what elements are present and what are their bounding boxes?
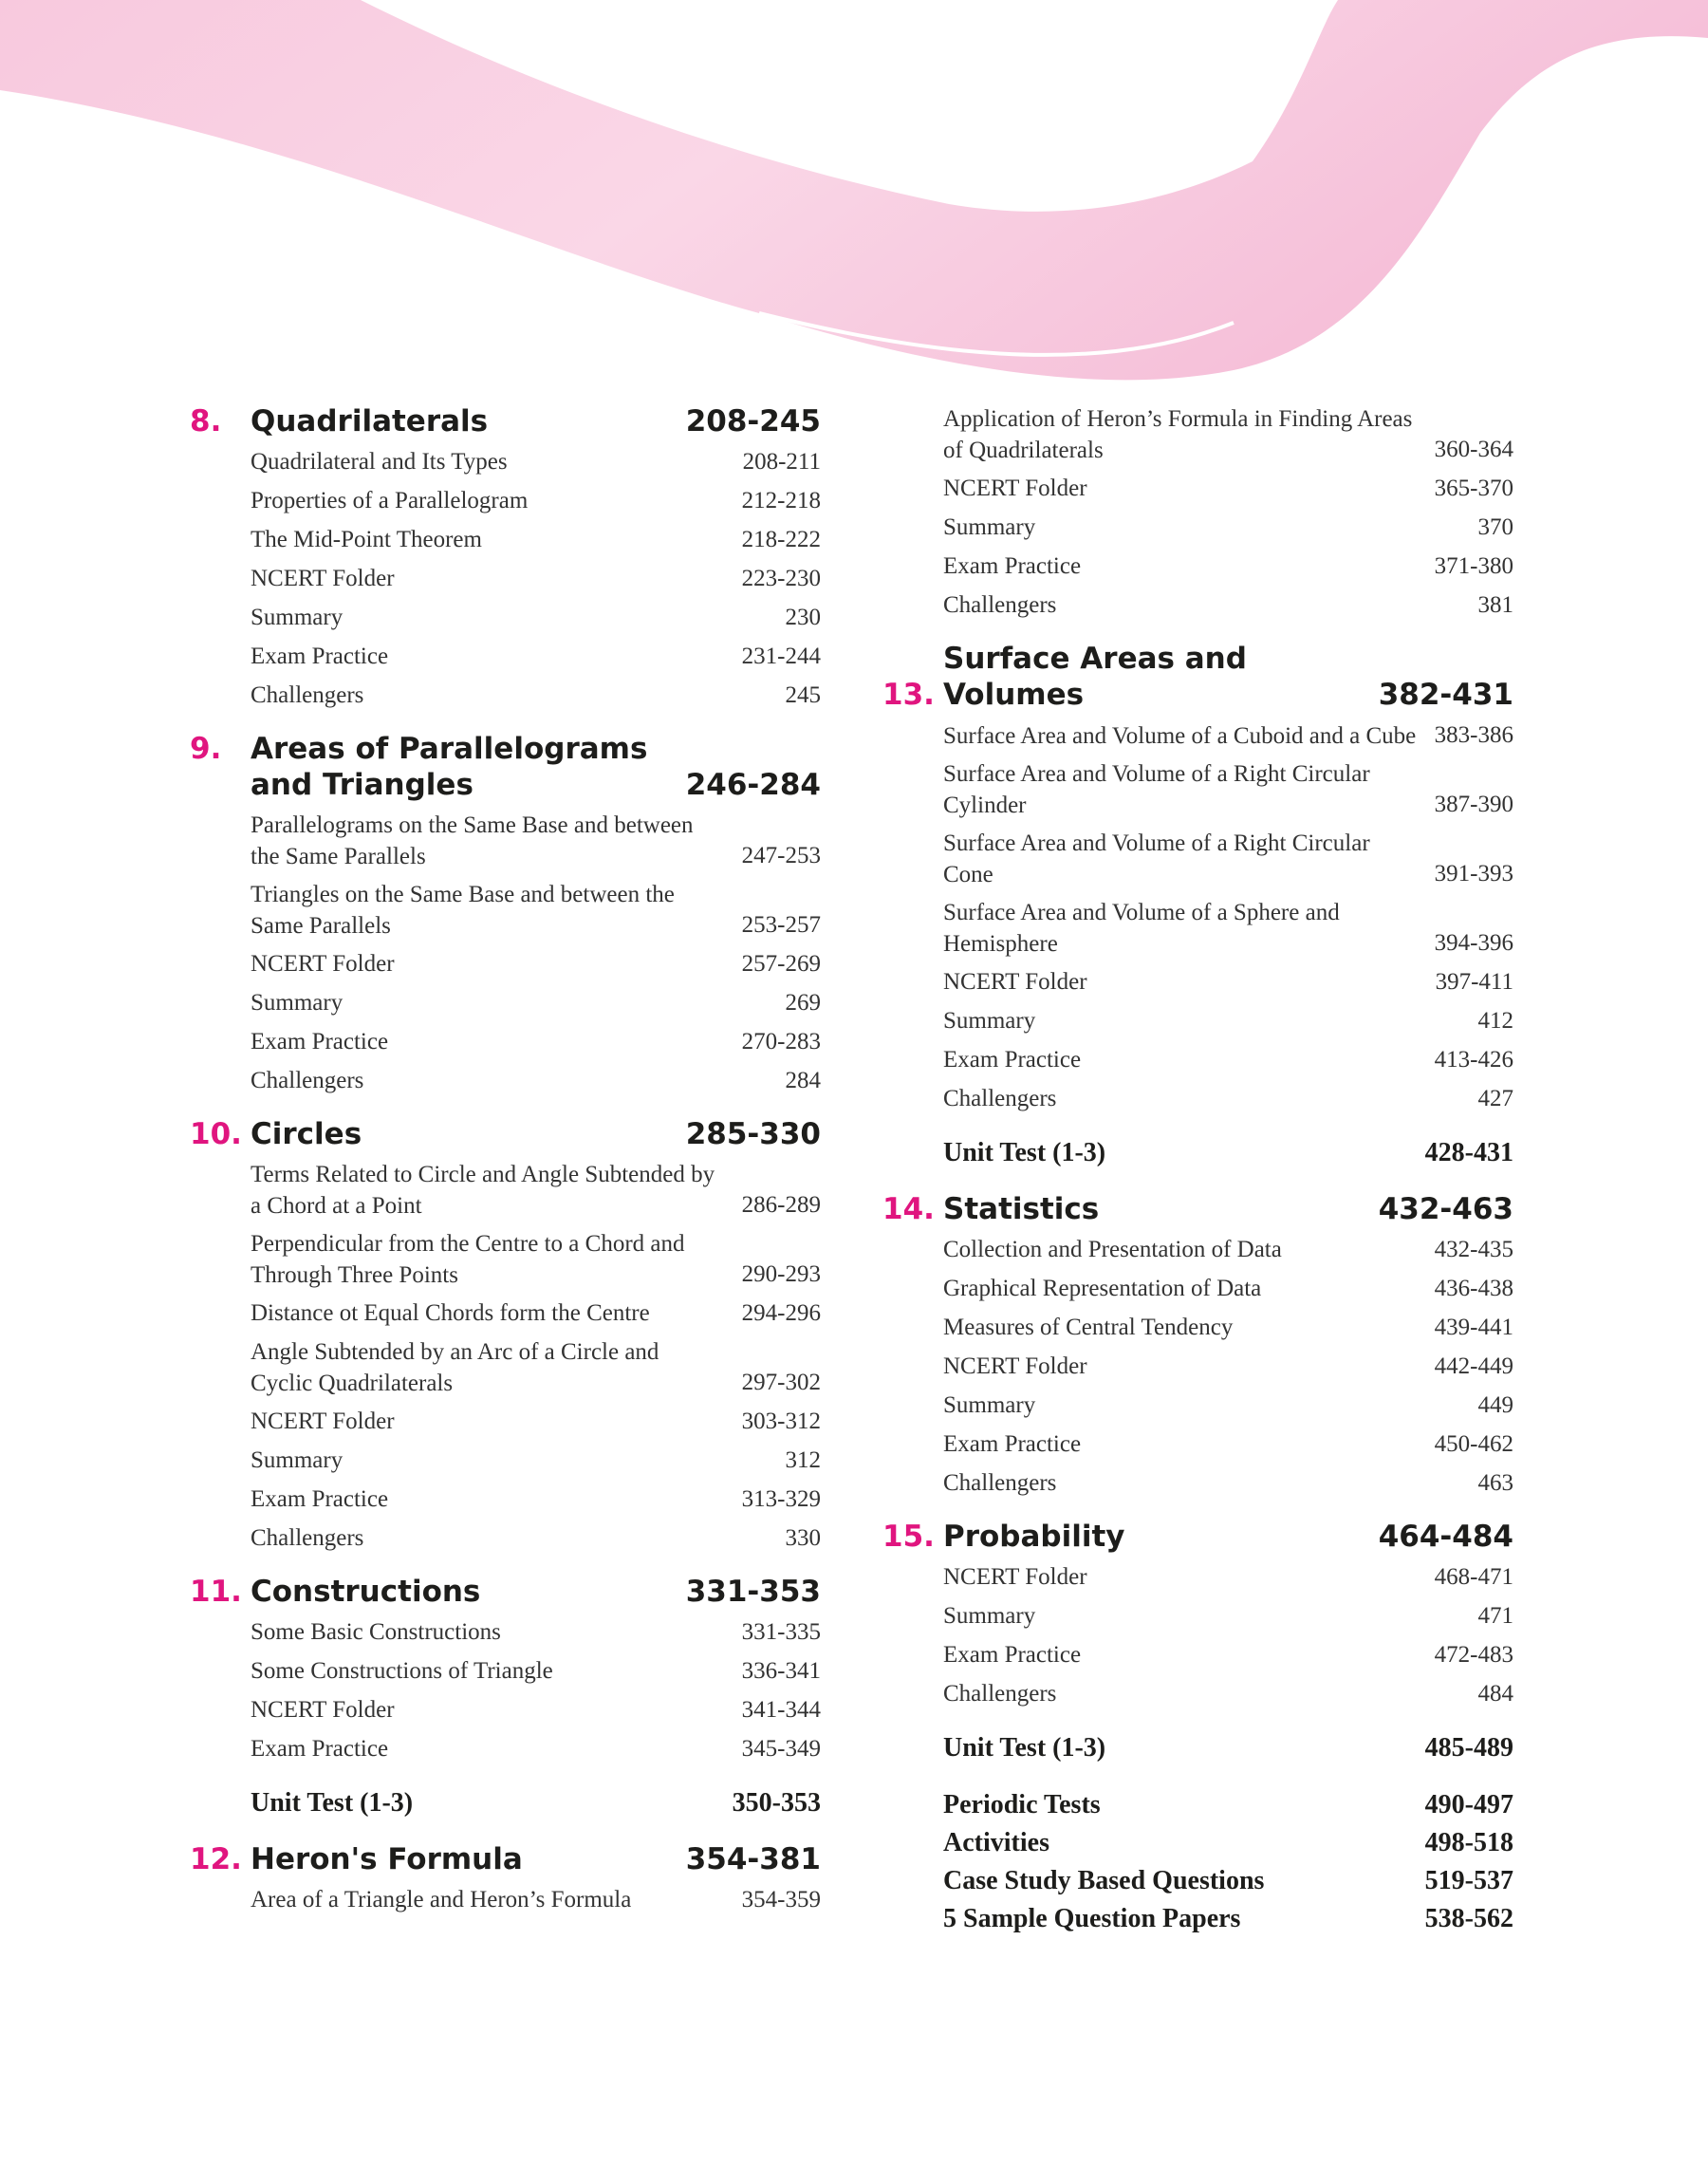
toc-item-pages: 381 xyxy=(1477,592,1513,618)
unit-test-label: Unit Test (1-3) xyxy=(251,1788,414,1818)
toc-item-label: Challengers xyxy=(943,1470,1057,1496)
extra-pages: 498-518 xyxy=(1424,1828,1513,1857)
toc-item[interactable] xyxy=(251,1655,821,1688)
toc-item-label: Challengers xyxy=(251,1525,364,1551)
toc-item-label: Summary xyxy=(251,605,343,630)
unit-test-row[interactable] xyxy=(943,1729,1513,1767)
toc-item-pages: 439-441 xyxy=(1434,1315,1513,1340)
toc-item-pages: 468-471 xyxy=(1434,1564,1513,1590)
toc-item-pages: 253-257 xyxy=(741,912,821,938)
toc-item-pages: 391-393 xyxy=(1434,861,1513,886)
toc-item[interactable] xyxy=(943,550,1513,583)
toc-item[interactable] xyxy=(251,602,821,634)
chapter-pages: 208-245 xyxy=(685,404,821,438)
chapter-10 xyxy=(190,1116,821,1555)
toc-item-pages: 383-386 xyxy=(1434,722,1513,748)
toc-item-label: Measures of Central Tendency xyxy=(943,1315,1234,1340)
toc-item[interactable] xyxy=(943,1428,1513,1461)
chapter-heading[interactable] xyxy=(882,1519,1513,1555)
chapter-title-line2: and Triangles xyxy=(251,768,473,802)
toc-item-label: The Mid-Point Theorem xyxy=(251,527,482,552)
toc-item[interactable] xyxy=(251,1297,821,1330)
extra-pages: 519-537 xyxy=(1424,1866,1513,1895)
toc-item-label: Graphical Representation of Data xyxy=(943,1276,1262,1301)
chapter-12-continued xyxy=(882,403,1513,622)
chapter-title: Circles xyxy=(251,1117,362,1151)
toc-item[interactable] xyxy=(251,810,821,872)
header-wave-decoration xyxy=(0,0,1708,399)
chapter-number: 14. xyxy=(882,1192,935,1226)
toc-item-pages: 450-462 xyxy=(1434,1431,1513,1457)
toc-item-label: Parallelograms on the Same Base and between the Same Parallels xyxy=(251,812,694,869)
toc-item[interactable] xyxy=(943,512,1513,544)
toc-item-pages: 303-312 xyxy=(741,1409,821,1434)
toc-item-label: Exam Practice xyxy=(943,1047,1082,1073)
toc-item[interactable] xyxy=(251,1522,821,1555)
toc-item[interactable] xyxy=(251,1026,821,1058)
chapter-title: Constructions xyxy=(251,1575,481,1609)
toc-item-label: Quadrilateral and Its Types xyxy=(251,449,508,475)
toc-item[interactable] xyxy=(943,758,1513,821)
toc-item[interactable] xyxy=(943,719,1513,752)
toc-item[interactable] xyxy=(943,828,1513,890)
toc-item-label: Collection and Presentation of Data xyxy=(943,1237,1282,1262)
chapter-pages: 464-484 xyxy=(1378,1520,1513,1554)
toc-item-pages: 341-344 xyxy=(741,1697,821,1723)
toc-item-label: Exam Practice xyxy=(251,1029,389,1054)
toc-item-pages: 472-483 xyxy=(1434,1642,1513,1668)
toc-item-pages: 245 xyxy=(785,682,821,708)
toc-item-label: Application of Heron’s Formula in Finding Areas of Quadrilaterals xyxy=(943,406,1413,463)
toc-right-column xyxy=(882,403,1513,1938)
toc-item-pages: 247-253 xyxy=(741,843,821,868)
toc-item-pages: 223-230 xyxy=(741,566,821,591)
toc-item[interactable] xyxy=(251,680,821,712)
chapter-title-line1: Areas of Parallelograms xyxy=(251,732,648,766)
toc-item-label: Angle Subtended by an Arc of a Circle and Cyclic Quadrilaterals xyxy=(251,1339,659,1396)
toc-item-label: Surface Area and Volume of a Right Circular Cylinder xyxy=(943,761,1370,818)
toc-item-label: Challengers xyxy=(943,1681,1057,1707)
chapter-heading[interactable] xyxy=(190,1841,821,1877)
toc-item-label: Challengers xyxy=(943,592,1057,618)
toc-item-pages: 484 xyxy=(1477,1681,1513,1707)
toc-item-pages: 294-296 xyxy=(741,1300,821,1326)
toc-item-pages: 231-244 xyxy=(741,644,821,669)
chapter-pages: 285-330 xyxy=(685,1117,821,1151)
toc-item[interactable] xyxy=(251,948,821,980)
toc-item[interactable] xyxy=(943,1044,1513,1076)
toc-item-label: Distance ot Equal Chords form the Centre xyxy=(251,1300,650,1326)
toc-item[interactable] xyxy=(943,966,1513,998)
toc-item-label: Challengers xyxy=(251,682,364,708)
chapter-title: Probability xyxy=(943,1520,1125,1554)
toc-item[interactable] xyxy=(251,1065,821,1097)
toc-item-label: Challengers xyxy=(251,1068,364,1093)
toc-item[interactable] xyxy=(943,1600,1513,1633)
chapter-title: Quadrilaterals xyxy=(251,404,489,438)
toc-item-pages: 412 xyxy=(1477,1008,1513,1034)
periodic-tests-row[interactable] xyxy=(943,1786,1513,1824)
toc-item-pages: 463 xyxy=(1477,1470,1513,1496)
toc-item[interactable] xyxy=(943,403,1513,466)
toc-item[interactable] xyxy=(943,589,1513,622)
chapter-pages: 382-431 xyxy=(1378,678,1513,712)
toc-item[interactable] xyxy=(943,1083,1513,1115)
toc-item-label: Summary xyxy=(251,1447,343,1473)
toc-item[interactable] xyxy=(943,473,1513,505)
toc-item-pages: 397-411 xyxy=(1435,969,1513,995)
case-study-row[interactable] xyxy=(943,1862,1513,1900)
toc-item[interactable] xyxy=(251,1159,821,1222)
chapter-number: 10. xyxy=(190,1117,242,1151)
extra-pages: 538-562 xyxy=(1424,1904,1513,1933)
extra-label: Activities xyxy=(943,1828,1049,1857)
toc-item-label: Exam Practice xyxy=(943,1431,1082,1457)
toc-item-label: Summary xyxy=(943,1603,1036,1629)
toc-item[interactable] xyxy=(943,1273,1513,1305)
toc-item-label: Surface Area and Volume of a Sphere and Hemisphere xyxy=(943,900,1340,957)
toc-item-pages: 394-396 xyxy=(1434,930,1513,956)
toc-item-pages: 331-335 xyxy=(741,1619,821,1645)
toc-item-label: Summary xyxy=(943,1392,1036,1418)
toc-item[interactable] xyxy=(251,879,821,942)
toc-item[interactable] xyxy=(943,897,1513,960)
toc-item-pages: 354-359 xyxy=(741,1887,821,1912)
toc-item[interactable] xyxy=(251,563,821,595)
chapter-number: 13. xyxy=(882,678,935,712)
toc-item-pages: 290-293 xyxy=(741,1261,821,1287)
toc-item[interactable] xyxy=(251,1336,821,1399)
toc-item-label: Terms Related to Circle and Angle Subtended by a Chord at a Point xyxy=(251,1162,715,1219)
toc-item[interactable] xyxy=(943,1678,1513,1710)
chapter-number: 15. xyxy=(882,1520,935,1554)
toc-item-pages: 365-370 xyxy=(1434,476,1513,501)
chapter-heading[interactable] xyxy=(190,403,821,439)
toc-item-label: Exam Practice xyxy=(943,553,1082,579)
unit-test-label: Unit Test (1-3) xyxy=(943,1733,1106,1763)
unit-test-row[interactable] xyxy=(943,1134,1513,1172)
unit-test-row[interactable] xyxy=(251,1784,821,1822)
chapter-13 xyxy=(882,641,1513,1115)
toc-item[interactable] xyxy=(251,1406,821,1438)
chapter-pages: 432-463 xyxy=(1378,1192,1513,1226)
toc-item-label: Triangles on the Same Base and between the Same Parallels xyxy=(251,882,675,939)
toc-item-pages: 330 xyxy=(785,1525,821,1551)
chapter-12 xyxy=(190,1841,821,1916)
toc-item[interactable] xyxy=(251,1694,821,1726)
toc-item[interactable] xyxy=(251,1884,821,1916)
toc-item-label: Properties of a Parallelogram xyxy=(251,488,529,513)
toc-item-pages: 436-438 xyxy=(1434,1276,1513,1301)
unit-test-pages: 350-353 xyxy=(732,1788,821,1818)
toc-item-pages: 270-283 xyxy=(741,1029,821,1054)
chapter-number: 8. xyxy=(190,404,222,438)
chapter-11 xyxy=(190,1574,821,1765)
toc-item[interactable] xyxy=(943,1005,1513,1037)
chapter-title: Surface Areas and Volumes xyxy=(943,642,1247,712)
toc-item-label: Area of a Triangle and Heron’s Formula xyxy=(251,1887,632,1912)
toc-item[interactable] xyxy=(251,446,821,478)
toc-item-label: NCERT Folder xyxy=(251,1409,395,1434)
toc-item-pages: 360-364 xyxy=(1434,437,1513,462)
toc-item[interactable] xyxy=(251,524,821,556)
toc-item-pages: 230 xyxy=(785,605,821,630)
toc-item-label: NCERT Folder xyxy=(943,969,1087,995)
toc-item-label: Exam Practice xyxy=(251,644,389,669)
toc-item-label: Exam Practice xyxy=(943,1642,1082,1668)
toc-item-label: Perpendicular from the Centre to a Chord and Through Three Points xyxy=(251,1231,685,1288)
toc-item-label: Some Constructions of Triangle xyxy=(251,1658,553,1684)
chapter-heading[interactable] xyxy=(190,1116,821,1152)
toc-item-label: Exam Practice xyxy=(251,1736,389,1762)
toc-item-pages: 257-269 xyxy=(741,951,821,977)
toc-item[interactable] xyxy=(251,1483,821,1516)
toc-item-label: Exam Practice xyxy=(251,1486,389,1512)
toc-item-pages: 212-218 xyxy=(741,488,821,513)
toc-item-label: Surface Area and Volume of a Right Circular Cone xyxy=(943,830,1370,887)
chapter-number: 11. xyxy=(190,1575,242,1609)
unit-test-pages: 485-489 xyxy=(1424,1733,1513,1763)
toc-item[interactable] xyxy=(251,1445,821,1477)
toc-item[interactable] xyxy=(251,987,821,1019)
extra-label: Case Study Based Questions xyxy=(943,1866,1265,1895)
toc-item[interactable] xyxy=(251,1733,821,1765)
chapter-number: 9. xyxy=(190,732,222,766)
toc-item[interactable] xyxy=(943,1351,1513,1383)
toc-item-label: NCERT Folder xyxy=(251,566,395,591)
toc-item-pages: 218-222 xyxy=(741,527,821,552)
toc-item-pages: 442-449 xyxy=(1434,1353,1513,1379)
chapter-heading[interactable] xyxy=(190,1574,821,1610)
toc-item[interactable] xyxy=(943,1561,1513,1594)
extra-pages: 490-497 xyxy=(1424,1790,1513,1819)
toc-item[interactable] xyxy=(251,485,821,517)
toc-left-column xyxy=(190,403,821,1935)
toc-item-pages: 387-390 xyxy=(1434,792,1513,817)
toc-item-label: Summary xyxy=(943,1008,1036,1034)
toc-item-label: NCERT Folder xyxy=(251,1697,395,1723)
chapter-pages: 354-381 xyxy=(685,1842,821,1876)
toc-item[interactable] xyxy=(943,1312,1513,1344)
toc-item[interactable] xyxy=(251,641,821,673)
extra-label: Periodic Tests xyxy=(943,1790,1101,1819)
toc-item-pages: 471 xyxy=(1477,1603,1513,1629)
toc-item-pages: 449 xyxy=(1477,1392,1513,1418)
toc-item[interactable] xyxy=(251,1228,821,1291)
toc-item-label: Summary xyxy=(943,514,1036,540)
toc-item-pages: 284 xyxy=(785,1068,821,1093)
toc-item-label: Surface Area and Volume of a Cuboid and a Cube xyxy=(943,723,1417,749)
chapter-title: Statistics xyxy=(943,1192,1100,1226)
chapter-number: 12. xyxy=(190,1842,242,1876)
chapter-14 xyxy=(882,1191,1513,1500)
chapter-heading[interactable] xyxy=(882,1191,1513,1227)
toc-item-pages: 286-289 xyxy=(741,1192,821,1218)
toc-item-pages: 208-211 xyxy=(742,449,821,475)
chapter-15 xyxy=(882,1519,1513,1710)
toc-item[interactable] xyxy=(251,1616,821,1649)
extra-label: 5 Sample Question Papers xyxy=(943,1904,1241,1933)
toc-item[interactable] xyxy=(943,1234,1513,1266)
toc-item-pages: 370 xyxy=(1477,514,1513,540)
toc-item[interactable] xyxy=(943,1639,1513,1671)
toc-item-pages: 336-341 xyxy=(741,1658,821,1684)
chapter-pages: 246-284 xyxy=(685,768,821,802)
toc-item-label: NCERT Folder xyxy=(251,951,395,977)
unit-test-pages: 428-431 xyxy=(1424,1138,1513,1167)
toc-item-label: NCERT Folder xyxy=(943,476,1087,501)
toc-item-pages: 312 xyxy=(785,1447,821,1473)
toc-item-label: NCERT Folder xyxy=(943,1564,1087,1590)
toc-item-pages: 371-380 xyxy=(1434,553,1513,579)
toc-item-label: NCERT Folder xyxy=(943,1353,1087,1379)
toc-item-pages: 313-329 xyxy=(741,1486,821,1512)
toc-item-pages: 345-349 xyxy=(741,1736,821,1762)
toc-item[interactable] xyxy=(943,1390,1513,1422)
toc-item[interactable] xyxy=(943,1467,1513,1500)
toc-item-pages: 427 xyxy=(1477,1086,1513,1111)
chapter-heading[interactable] xyxy=(882,641,1513,713)
toc-item-pages: 432-435 xyxy=(1434,1237,1513,1262)
chapter-pages: 331-353 xyxy=(685,1575,821,1609)
unit-test-label: Unit Test (1-3) xyxy=(943,1138,1106,1167)
sample-papers-row[interactable] xyxy=(943,1900,1513,1938)
toc-item-pages: 269 xyxy=(785,990,821,1016)
activities-row[interactable] xyxy=(943,1824,1513,1862)
chapter-9 xyxy=(190,731,821,1097)
chapter-title xyxy=(251,731,686,803)
toc-item-pages: 413-426 xyxy=(1434,1047,1513,1073)
toc-item-pages: 297-302 xyxy=(741,1370,821,1395)
chapter-heading[interactable] xyxy=(190,731,821,803)
toc-item-label: Challengers xyxy=(943,1086,1057,1111)
chapter-title: Heron's Formula xyxy=(251,1842,523,1876)
toc-item-label: Summary xyxy=(251,990,343,1016)
toc-item-label: Some Basic Constructions xyxy=(251,1619,501,1645)
chapter-8 xyxy=(190,403,821,712)
